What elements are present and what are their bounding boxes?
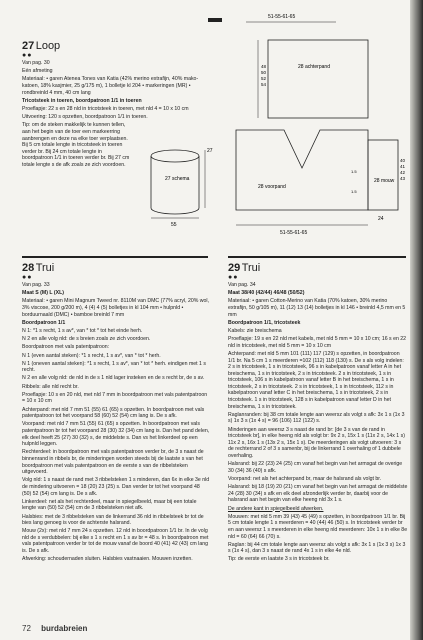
difficulty-dots: ●●: [22, 52, 33, 59]
size: Maat 38/40 (42/44) 46/48 (50/52): [228, 290, 305, 297]
garment-diagram: [228, 10, 408, 248]
pattern-number: 28: [22, 262, 35, 274]
line: Achterpand: met nld 5 mm 101 (111) 117 (129) s opzetten, in boordpatroon 1/1 br. Na 5 cm 1 s meerderen =102 (112) 118 (130) s. De s als volg indelen: 2 s in tricotsteek, 1 s in tricotsteek, 96 s in kabelpatroon vanaf letter A in het breischema, 1 s in tricotsteek, 2 s in tricotsteek. 2 s in tricotsteek, 1 s in tricotsteek, 106 s in kabelpatroon vanaf letter B in het breischema, 1 s in tricotsteek, 2 s in tricotsteek. 2 s in tricotsteek, 1 s in tricotsteek, 112 s in kabelpatroon vanaf letter C in het breischema, 1 s in tricotsteek, 2 s in tricotsteek. 1 s in tricotsteek, 128 s in kabelpatroon vanaf letter D in het breischema, 1 s in tricotsteek.: [228, 350, 404, 410]
pattern-title: Trui: [241, 262, 261, 274]
line: Mouw (2x): met nld 7 mm 24 s opzetten. 12 nld in boordpatroon 1/1 br. In de volg nld de s verdubbelen: bij elke s 1 s recht en 1 s av br = 48 s. In boordpatroon met vals patentpatroon verder br tot de mouw vanaf de boord 40 (41) 42 (43) cm lang is. De s afk.: [22, 528, 209, 555]
line: Linkerdeel: net als het rechterdeel, maar in spiegelbeeld, maar bij een totale lengte van (50) 52 (54) cm de 3 ribbelsteken niet afk.: [22, 498, 197, 512]
line: Halsrand: bij 22 (23) 24 (25) cm vanaf het begin van het armsgat de overige 30 (34) 36 (40) s afk.: [228, 461, 403, 474]
sleeve-dim-1: 40: [400, 158, 406, 163]
material: Materiaal: • garen Atenea Tones van Katia (42% merino extrafijn, 40% mako-katoen, 18% kasjmier, 25 g/175 m), 1 bolletje kl 204 • markeringen (MR) • rondbreinld 4 mm, 40 cm lang: [22, 76, 199, 96]
back-dim-4: 54: [261, 82, 267, 87]
line: Voorpand: net als het achterpand br, maar de halsrand als volgt br.: [228, 475, 382, 482]
page-ref: Van pag. 34: [228, 282, 256, 288]
front-panel-outline: [236, 130, 368, 210]
line: De andere kant in spiegelbeeld afwerken.: [228, 505, 324, 512]
line: Ribbels: alle nld recht br.: [22, 383, 79, 390]
back-dim-3: 52: [261, 76, 267, 81]
line: Halsbies: met de 3 ribbelsteken van de linkerrand 36 nld in ribbelsteek br tot de bies lang genoeg is voor de achterste halsrand.: [22, 513, 204, 527]
back-panel-label: 28 achterpand: [298, 64, 330, 70]
width-value: 55: [171, 222, 177, 228]
front-bottom-dimension: 51-55-61-65: [280, 230, 308, 236]
pattern-28-trui: [22, 262, 210, 564]
difficulty-dots: ●●: [228, 274, 239, 281]
page-marker: [208, 18, 222, 22]
line: N 2 en alle volg nld: de nld in de s 1 nld lager insteken en de s recht br, de s av.: [22, 375, 205, 382]
top-dimension: 51-55-61-65: [268, 14, 296, 20]
sleeve-dim-2: 41: [400, 164, 406, 169]
pattern-29-trui: [228, 262, 408, 565]
line: N 2 en alle volg nld: de s breien zoals ze zich voordoen.: [22, 336, 151, 343]
line: Voorpand: met nld 7 mm 51 (55) 61 (65) s opzetten. In boordpatroon met vals patentpatroon br tot het voorpand 28 (30) 32 (34) cm lang is. Dan het pand delen, elk deel heeft 25 (27) 30 (32) s, de middelste s. Dan vs het linkerdeel op een hulpnld leggen.: [22, 421, 210, 448]
pattern-title-line: Boordpatroon 1/1, tricotsteek: [228, 319, 301, 326]
page-number: 72: [22, 624, 31, 633]
page-ref: Van pag. 30: [22, 60, 50, 66]
inner-dim-1: 1.5: [351, 169, 357, 174]
line: Proeflapje: 19 s en 22 nld met kabels, met nld 5 mm = 10 x 10 cm; 16 s en 22 nld in tricotsteek, met nld 5 mm = 10 x 10 cm: [228, 336, 407, 349]
back-panel-outline: [268, 40, 368, 118]
line: Volg nld: 1 s naast de rand met 3 ribbelsteken 1 s minderen, dan 6x in elke 3e nld de mindering uitvoeren = 18 (20) 23 (25) s. Dan verder br tot het voorpand 48 (50) 52 (54) cm lang is. De s afk.: [22, 477, 210, 497]
material: Materiaal: • garen Mini Magnum Tweed nr. 8110M van DMC (77% acryl, 20% wol, 3% viscose, 200 g/200 m), 4 (4) 4 (5) bolletjes in kl 104 mm • hulpnld • borduurnaald (DMC) • bamboe breinld 7 mm: [22, 298, 210, 318]
page-ref: Van pag. 33: [22, 282, 50, 288]
size: Eén afmeting: [22, 68, 53, 75]
line: Raglanranden: bij 38 cm totale lengte aan weersz als volgt s afk: 3x 1 s (1x 3 s) 1x 3 s (1x 4 s) = 96 (106) 112 (122) s.: [228, 411, 405, 425]
sleeve-outline: [368, 140, 398, 210]
line: Raglan: bij 44 cm totale lengte aan weersz als volgt s afk: 3x 1 s (1x 3 s) 1x 3 s (1x 4 s), dan 3 s naast de rand 4x 1 s in elke 4e nld.: [228, 541, 406, 555]
height-value: 27: [207, 148, 213, 154]
line: Minderingen aan weersz 3 s naast de rand br: [de 3 s van de rand in tricotsteek br], in elke heeng nld als volgt br: 9x 2 s, 15x 1 s (11x 2 s, 14x 1 s) 11x 2 s, 16x 1 s (13x 2 s, 15x 1 s). De meerderingen als volgt uitvoeren: 3 s de rechterrand 2 of 3 s samenbr, bij de linkerrand 1 overhaling of 1 dubbele overhaling.: [228, 426, 405, 459]
line: Afwerking: schoudernaden sluiten. Halsbies vastnaaien. Mouwen inzetten.: [22, 556, 193, 563]
page-footer: [22, 624, 87, 633]
line: Achterpand: met nld 7 mm 51 (55) 61 (65) s opzetten. In boordpatroon met vals patentpatroon tot het voorpand 58 (60) 52 (54) cm lang is. De s afk.: [22, 406, 205, 420]
pattern-title-line: Boordpatroon 1/1: [22, 319, 66, 326]
line: Tip: de eerste en laatste 3 s in tricotsteek br.: [228, 556, 330, 563]
cylinder-bottom: [151, 208, 199, 214]
line: Kabels: zie breischema: [228, 327, 282, 334]
line: Boordpatroon met vals patentpatroon:: [22, 344, 110, 351]
sleeve-label: 28 mouw: [374, 178, 395, 184]
book-binding: [410, 0, 423, 640]
line: N 1 (even aantal steken): *1 s recht, 1 s av*, van * tot * herh.: [22, 352, 161, 359]
sleeve-width: 24: [378, 216, 384, 222]
difficulty-dots: ●●: [22, 274, 33, 281]
line: Rechterdeel: in boordpatroon met vals patentpatroon verder br, de 3 s naast de binnenrand in ribbels br, de minderingen worden steeds bij de laatste s van het boordpatroon met vals patentpatroon en de eerste s van de ribbelsteken uitgevoerd.: [22, 449, 204, 476]
line: Proeflapje: 10 s en 20 nld, met nld 7 mm in boordpatroon met vals patentpatroon = 10 x 10 cm: [22, 391, 208, 405]
schema-label: 27 schema: [165, 176, 190, 182]
sleeve-dim-4: 43: [400, 176, 406, 181]
sleeve-dim-3: 42: [400, 170, 406, 175]
line: N 1: *1 s recht, 1 s av*, van * tot * tot het einde herh.: [22, 327, 143, 334]
pattern-title: Loop: [35, 40, 61, 52]
cylinder-top: [151, 150, 199, 162]
pattern-number: 27: [22, 40, 35, 52]
line: N 1 (oneven aantal steken): *1 s recht, 1 s av*, van * tot * herh. eindigen met 1 s recht.: [22, 360, 206, 374]
back-dim-1: 48: [261, 64, 267, 69]
gauge: Proeflapje: 22 s en 28 nld in tricotsteek in toeren, met nld 4 = 10 x 10 cm: [22, 105, 189, 112]
work: Uitvoering: 120 s opzetten, boordpatroon 1/1 in toeren.: [22, 114, 148, 121]
front-panel-label: 28 voorpand: [258, 184, 286, 190]
loop-schema-diagram: [135, 140, 215, 230]
pattern-number: 29: [228, 262, 241, 274]
back-dim-2: 50: [261, 70, 267, 75]
size: Maat S (M) L (XL): [22, 290, 64, 297]
line: Halsrand: bij 18 (19) 20 (21) cm vanaf het begin van het armsgat de middelste 24 (28) 30 (34) s afk en elk deel afzonderlijk verder br, daarbij voor de halsrand aan het begin van elke heeng nld 3x 1 s.: [228, 484, 408, 504]
section-rule-28: [22, 256, 208, 258]
inner-dim-2: 1.5: [351, 189, 357, 194]
pattern-title: Trui: [35, 262, 55, 274]
brand-name: burdabreien: [41, 624, 88, 633]
line: Mouwen: met nld 5 mm 39 (43) 45 (49) s opzetten, in boordpatroon 1/1 br. Bij 5 cm totale lengte 1 s meerderen = 40 (44) 46 (50) s. In tricotsteek verder br en aan weersz 1 s meerderen in elke heeng nld meerderen: 10x 1 s in elke 8e nld = 60 (64) 66 (70) s.: [228, 513, 408, 540]
stitch-title: Tricotsteek in toeren, boordpatroon 1/1 in toeren: [22, 97, 142, 104]
tip: Tip: om de steken makkelijk te kunnen tellen, aan het begin van de toer een markeerring aanbrengen en deze na elke toer verplaatsen. Bij 5 cm totale lengte in tricotsteek in toeren verder br. Bij 24 cm totale lengte in boordpatroon 1/1 in toeren verder br. Bij 27 cm totale lengte s de afk zoals ze zich voordoen.: [22, 122, 130, 168]
section-rule-29: [228, 256, 406, 258]
material: Materiaal: • garen Cotton-Merino van Katia (70% katoen, 30% merino extrafijn, 50 g/105 m), 11 (12) 13 (14) bolletjes in kl 146 • breinld 4,5 mm en 5 mm: [228, 298, 406, 318]
